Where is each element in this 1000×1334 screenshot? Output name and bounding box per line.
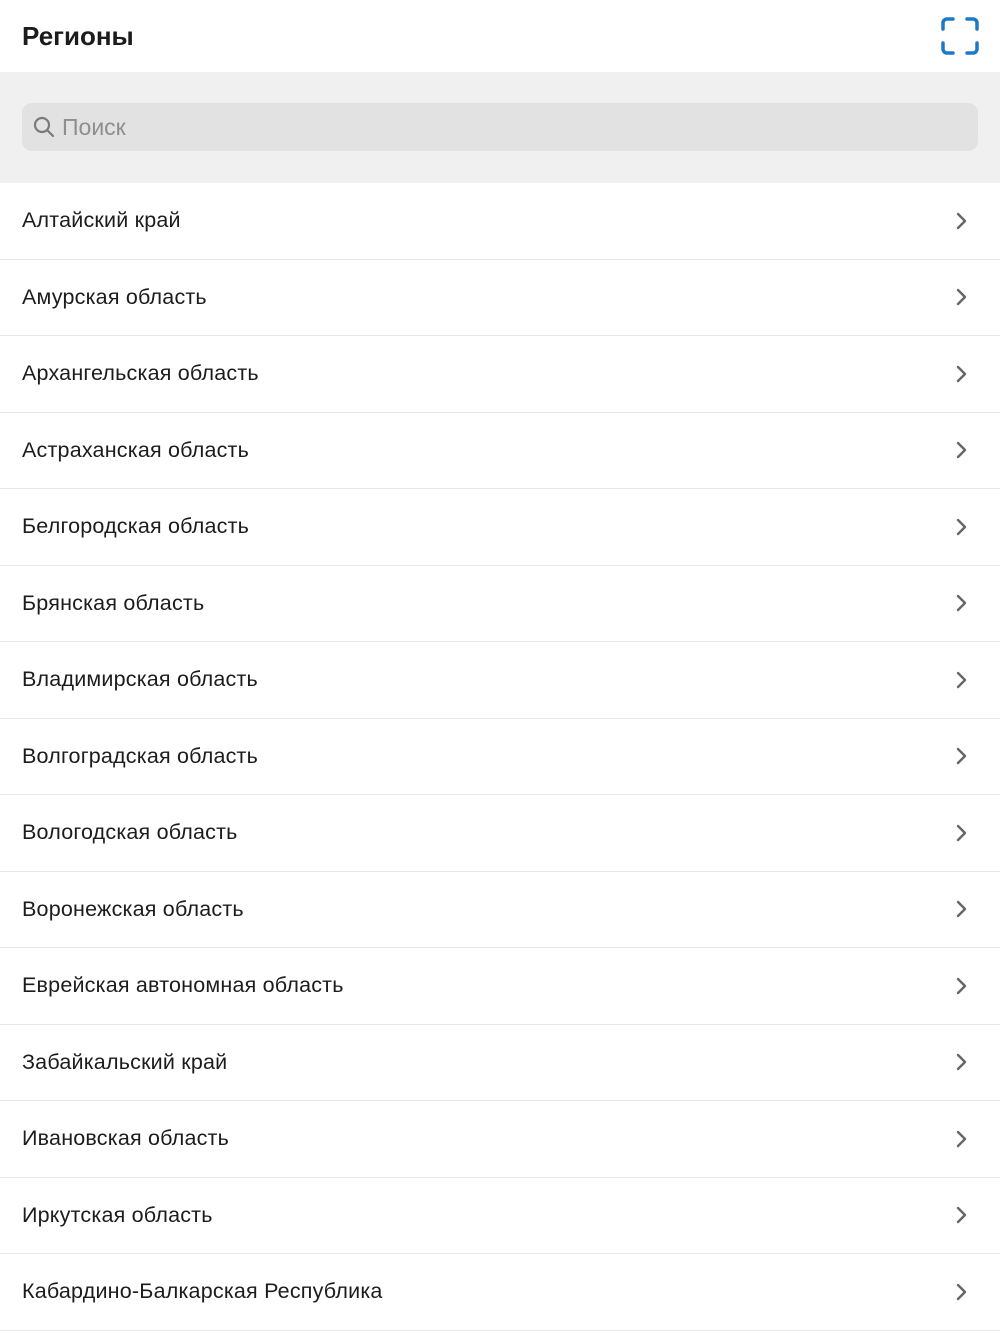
chevron-right-icon — [954, 1053, 968, 1071]
region-list-item[interactable] — [0, 260, 1000, 337]
region-name: Забайкальский край — [22, 1049, 228, 1074]
search-input[interactable] — [60, 113, 944, 142]
region-list-item[interactable] — [0, 642, 1000, 719]
region-name: Волгоградская область — [22, 743, 259, 768]
region-list-item[interactable] — [0, 489, 1000, 566]
chevron-right-icon — [954, 594, 968, 612]
region-list-item[interactable] — [0, 413, 1000, 490]
search-icon — [32, 115, 56, 139]
region-name: Еврейская автономная область — [22, 973, 344, 998]
region-name: Амурская область — [22, 284, 207, 309]
chevron-right-icon — [954, 1206, 968, 1224]
region-name: Белгородская область — [22, 514, 250, 539]
chevron-right-icon — [954, 288, 968, 306]
chevron-right-icon — [954, 365, 968, 383]
chevron-right-icon — [954, 441, 968, 459]
region-list-item[interactable] — [0, 795, 1000, 872]
chevron-right-icon — [954, 518, 968, 536]
chevron-right-icon — [954, 747, 968, 765]
region-list-item[interactable] — [0, 183, 1000, 260]
region-name: Брянская область — [22, 590, 205, 615]
header — [0, 0, 1000, 72]
region-name: Алтайский край — [22, 208, 181, 233]
region-list-item[interactable] — [0, 1178, 1000, 1255]
region-list — [0, 183, 1000, 1331]
region-name: Воронежская область — [22, 896, 244, 921]
page-title: Регионы — [22, 20, 134, 51]
region-name: Архангельская область — [22, 361, 259, 386]
chevron-right-icon — [954, 1130, 968, 1148]
region-list-item[interactable] — [0, 566, 1000, 643]
chevron-right-icon — [954, 900, 968, 918]
chevron-right-icon — [954, 1283, 968, 1301]
region-name: Иркутская область — [22, 1202, 213, 1227]
region-list-item[interactable] — [0, 948, 1000, 1025]
region-list-item[interactable] — [0, 872, 1000, 949]
search-bar-container — [0, 72, 1000, 183]
chevron-right-icon — [954, 212, 968, 230]
region-list-item[interactable] — [0, 1025, 1000, 1102]
chevron-right-icon — [954, 977, 968, 995]
region-name: Астраханская область — [22, 437, 249, 462]
chevron-right-icon — [954, 671, 968, 689]
chevron-right-icon — [954, 824, 968, 842]
region-list-item[interactable] — [0, 719, 1000, 796]
region-name: Ивановская область — [22, 1126, 230, 1151]
region-name: Кабардино-Балкарская Республика — [22, 1279, 383, 1304]
region-list-item[interactable] — [0, 336, 1000, 413]
region-name: Вологодская область — [22, 820, 238, 845]
region-name: Владимирская область — [22, 667, 258, 692]
search-field[interactable] — [22, 103, 978, 151]
region-list-item[interactable] — [0, 1101, 1000, 1178]
fullscreen-icon[interactable] — [941, 17, 979, 55]
region-list-item[interactable] — [0, 1254, 1000, 1331]
